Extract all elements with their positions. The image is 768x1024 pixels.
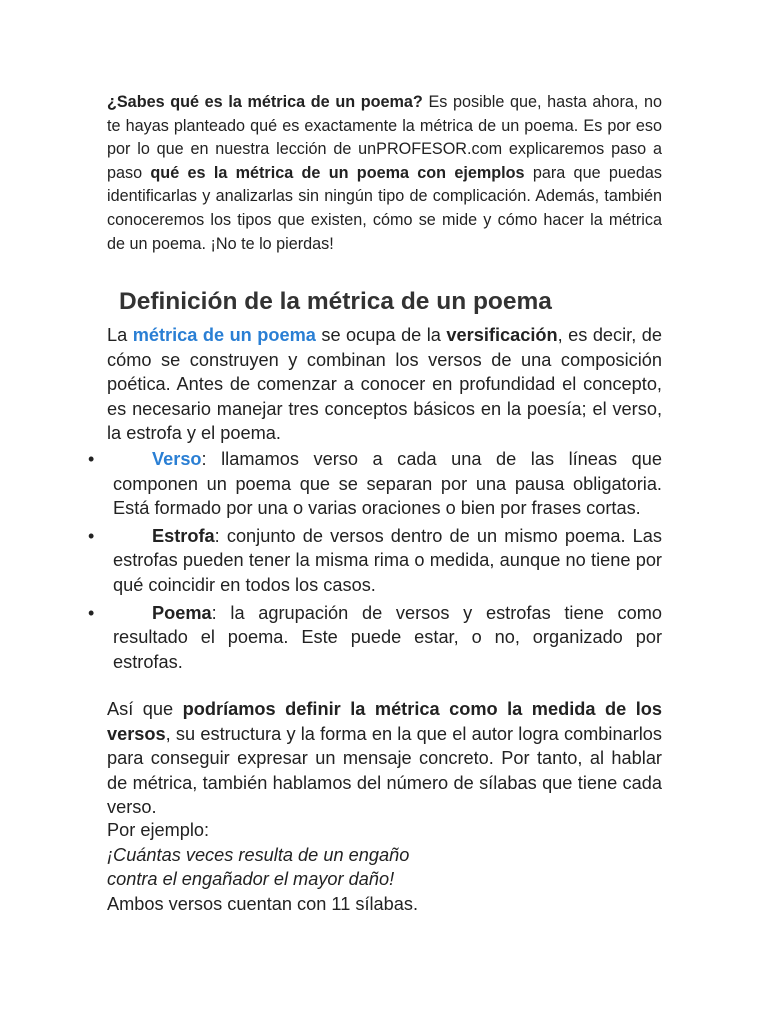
conclusion-text-2: , su estructura y la forma en la que el autor logra combinarlos para conseguir expresar un mensaje concreto. Por tanto, al hablar de métrica, también hablamos del número de sílabas que tiene cada verso.: [107, 723, 662, 818]
definition-text-3: , es decir, de cómo se construyen y combinan los versos de una composición poética. Antes de comenzar a conocer en profundidad el concepto, es necesario manejar tres conceptos básicos en la poesía; el verso, la estrofa y el poema.: [107, 325, 662, 444]
bullet-icon: •: [88, 449, 95, 469]
bullet-icon: •: [88, 525, 95, 546]
list-item-estrofa: [88, 524, 662, 598]
poema-definition: : la agrupación de versos y estrofas tiene como resultado el poema. Este puede estar, o no, organizado por estrofas.: [113, 602, 662, 672]
metrica-link[interactable]: métrica de un poema: [132, 325, 316, 345]
intro-bold-phrase: qué es la métrica de un poema con ejemplos: [150, 163, 525, 182]
estrofa-definition: : conjunto de versos dentro de un mismo poema. Las estrofas pueden tener la misma rima o medida, aunque no tiene por qué coincidir en todos los casos.: [113, 525, 662, 595]
definition-paragraph: [107, 323, 662, 446]
estrofa-term: Estrofa: [152, 525, 215, 546]
section-heading: Definición de la métrica de un poema: [119, 288, 552, 315]
intro-text-2: para que puedas identificarlas y analizarlas sin ningún tipo de complicación. Además, también conoceremos los tipos que existen, cómo se mide y cómo hacer la métrica de un poema. ¡No te lo pierdas!: [107, 163, 662, 253]
bullet-icon: •: [88, 602, 95, 623]
intro-lead-question: ¿Sabes qué es la métrica de un poema?: [107, 93, 423, 111]
versificacion-term: versificación: [446, 325, 558, 345]
intro-paragraph: [107, 91, 662, 256]
verso-term: Verso: [152, 449, 202, 469]
example-verse-1: ¡Cuántas veces resulta de un engaño: [107, 844, 410, 865]
verso-definition: : llamamos verso a cada una de las líneas que componen un poema que se separan por una pausa obligatoria. Está formado por una o varias oraciones o bien por frases cortas.: [113, 449, 662, 519]
list-item-text: [113, 524, 662, 598]
definition-text-1: La: [107, 325, 133, 345]
example-note: Ambos versos cuentan con 11 sílabas.: [107, 893, 419, 914]
intro-text-1: Es posible que, hasta ahora, no te hayas planteado qué es exactamente la métrica de un poema. Es por eso por lo que en nuestra lección de unPROFESOR.com explicaremos paso a paso: [107, 93, 662, 182]
list-item-poema: [88, 601, 662, 675]
example-verse-2: contra el engañador el mayor daño!: [107, 869, 395, 890]
list-item-text: [113, 601, 662, 675]
concept-list: [88, 447, 662, 677]
example-label: Por ejemplo:: [107, 820, 210, 840]
list-item-text: [113, 447, 662, 521]
conclusion-bold-phrase: podríamos definir la métrica como la medida de los versos: [107, 699, 662, 744]
conclusion-text-1: Así que: [107, 699, 183, 719]
conclusion-paragraph: [107, 697, 662, 820]
poema-term: Poema: [152, 602, 212, 623]
list-item-verso: [88, 447, 662, 521]
definition-text-2: se ocupa de la: [315, 325, 447, 345]
example-block: [107, 818, 662, 916]
